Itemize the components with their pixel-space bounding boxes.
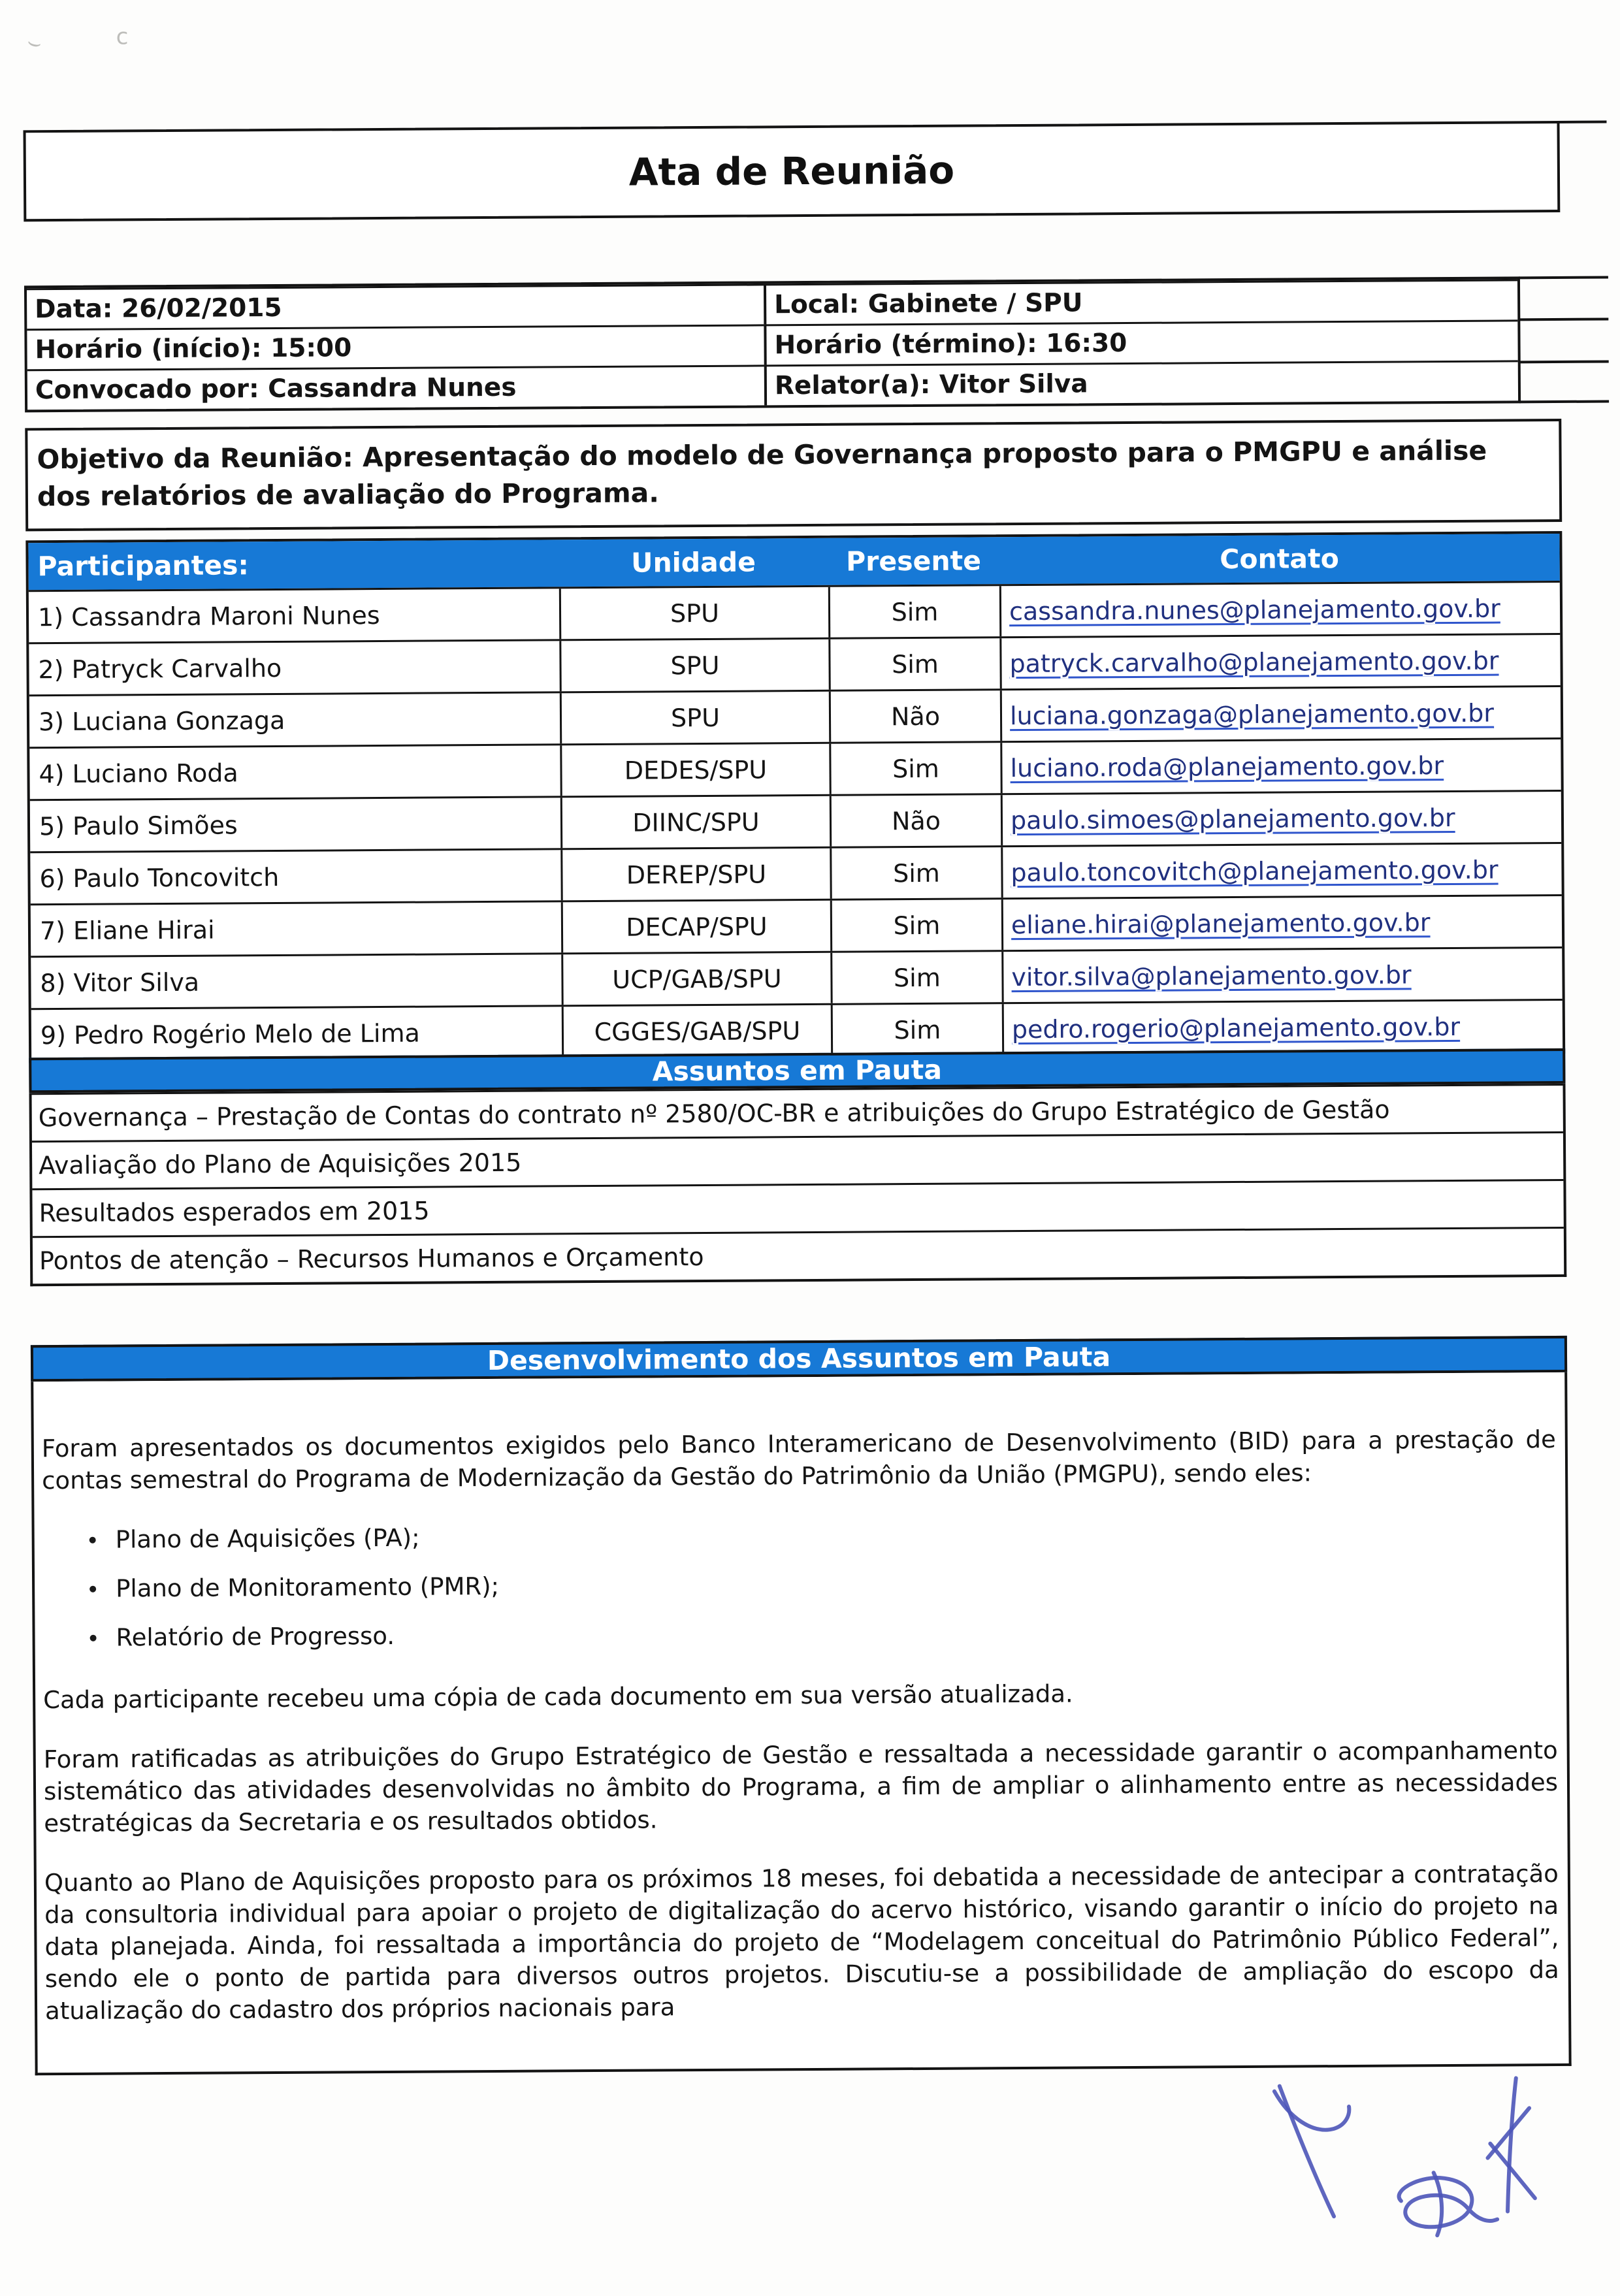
participant-present: Sim xyxy=(828,586,999,638)
participant-unit: SPU xyxy=(559,639,828,692)
participant-contact-cell xyxy=(1001,844,1561,897)
participant-name: 8) Vitor Silva xyxy=(40,967,200,997)
agenda-item: Pontos de atenção – Recursos Humanos e Orçamento xyxy=(33,1227,1564,1284)
col-header-unidade: Unidade xyxy=(631,546,756,579)
participant-unit: CGGES/GAB/SPU xyxy=(562,1005,831,1058)
agenda-item: Resultados esperados em 2015 xyxy=(32,1179,1563,1236)
scan-line-artifact xyxy=(1519,276,1608,280)
participant-row xyxy=(29,581,1560,642)
participant-row xyxy=(29,633,1560,694)
participants-table xyxy=(25,531,1565,1063)
development-paragraph: Cada participante recebeu uma cópia de cada documento em sua versão atualizada. xyxy=(43,1679,1073,1715)
participant-row xyxy=(30,790,1561,851)
participant-present: Sim xyxy=(830,847,1001,899)
participant-email-link: eliane.hirai@planejamento.gov.br xyxy=(1011,907,1431,939)
objective-text: Objetivo da Reunião: Apresentação do modelo de Governança proposto para o PMGPU e análise dos relatórios de avaliação do Programa. xyxy=(37,434,1487,513)
bullet-dot-icon xyxy=(90,1635,97,1641)
info-cell-right: Local: Gabinete / SPU xyxy=(764,279,1517,324)
development-paragraph: Foram ratificadas as atribuições do Grupo Estratégico de Gestão e ressaltada a necessidade garantir o acompanhamento sistemático das atividades desenvolvidas no âmbito do Programa, a fim de ampliar o alinhamento entre as necessidades estratégicas da Secretaria e os resultados obtidos. xyxy=(43,1736,1559,1838)
bullet-item xyxy=(89,1515,1557,1556)
development-title: Desenvolvimento dos Assuntos em Pauta xyxy=(487,1341,1111,1377)
participant-contact-cell xyxy=(1002,1001,1563,1054)
bullet-text: Plano de Aquisições (PA); xyxy=(115,1523,420,1554)
info-cell-left: Horário (início): 15:00 xyxy=(27,324,764,369)
participant-contact-cell xyxy=(999,635,1560,688)
info-cell-left: Convocado por: Cassandra Nunes xyxy=(27,364,764,410)
meeting-info-table xyxy=(24,276,1521,412)
col-header-contato: Contato xyxy=(1220,543,1339,575)
development-paragraph: Quanto ao Plano de Aquisições proposto para os próximos 18 meses, foi debatida a necessidade de antecipar a contratação da consultoria individual para apoiar o projeto de digitalização do acervo histórico, visando garantir o início do projeto na data planejada. Ainda, foi ressaltada a importância do projeto de “Modelagem conceitual do Patrimônio Público Federal”, sendo ele o ponto de partida para diversos outros projetos. Discutiu-se a possibilidade de ampliação do escopo da atualização do cadastro dos próprios nacionais para xyxy=(44,1860,1559,2026)
agenda-item: Avaliação do Plano de Aquisições 2015 xyxy=(32,1131,1563,1188)
participant-row xyxy=(30,842,1561,903)
participant-email-link: pedro.rogerio@planejamento.gov.br xyxy=(1011,1012,1461,1044)
participant-contact-cell xyxy=(1001,948,1562,1002)
bullet-dot-icon xyxy=(89,1537,96,1544)
participant-email-link: vitor.silva@planejamento.gov.br xyxy=(1011,960,1412,992)
bullet-text: Plano de Monitoramento (PMR); xyxy=(116,1572,500,1603)
development-intro: Foram apresentados os documentos exigidos pelo Banco Interamericano de Desenvolvimento (BID) para a prestação de contas semestral do Programa de Modernização da Gestão do Patrimônio da União (PMGPU), sendo eles: xyxy=(41,1425,1556,1495)
page-title: Ata de Reunião xyxy=(628,148,955,195)
participant-unit: SPU xyxy=(559,587,828,639)
development-body xyxy=(31,1372,1571,2075)
participant-unit: DEREP/SPU xyxy=(560,849,830,901)
agenda-items-table xyxy=(29,1084,1567,1286)
participant-unit: UCP/GAB/SPU xyxy=(561,953,830,1005)
participant-contact-cell xyxy=(1001,792,1561,845)
participant-email-link: luciano.roda@planejamento.gov.br xyxy=(1010,751,1444,783)
participant-unit: DECAP/SPU xyxy=(561,901,830,953)
document-bullet-list xyxy=(89,1515,1557,1654)
participant-row xyxy=(31,946,1562,1008)
participant-unit: DIINC/SPU xyxy=(560,796,830,849)
agenda-item: Governança – Prestação de Contas do contrato nº 2580/OC-BR e atribuições do Grupo Estratégico de Gestão xyxy=(32,1084,1563,1140)
participant-contact-cell xyxy=(1001,896,1562,950)
info-cell-right: Horário (término): 16:30 xyxy=(764,319,1517,364)
scan-line-artifact xyxy=(1519,400,1609,404)
meeting-objective xyxy=(25,419,1562,531)
participant-contact-cell xyxy=(1000,687,1561,741)
scan-smudge-artifact: ⌣ xyxy=(24,28,45,57)
participant-present: Não xyxy=(830,795,1001,847)
scan-line-artifact xyxy=(1519,318,1608,321)
col-header-participantes: Participantes: xyxy=(37,549,249,583)
participant-name: 3) Luciana Gonzaga xyxy=(38,705,285,736)
participant-email-link: paulo.simoes@planejamento.gov.br xyxy=(1010,803,1455,835)
participant-row xyxy=(29,685,1561,747)
participant-present: Sim xyxy=(831,1004,1002,1056)
participant-name: 5) Paulo Simões xyxy=(39,810,238,841)
col-header-presente: Presente xyxy=(845,545,982,577)
bullet-text: Relatório de Progresso. xyxy=(116,1621,395,1652)
participant-name: 7) Eliane Hirai xyxy=(39,915,215,945)
participant-present: Sim xyxy=(828,638,999,690)
participant-name: 6) Paulo Toncovitch xyxy=(39,862,280,893)
participant-row xyxy=(31,894,1562,956)
bullet-item xyxy=(89,1564,1557,1605)
participant-row xyxy=(29,737,1561,799)
info-cell-right: Relator(a): Vitor Silva xyxy=(764,360,1518,405)
participant-email-link: cassandra.nunes@planejamento.gov.br xyxy=(1009,594,1500,626)
agenda-title: Assuntos em Pauta xyxy=(652,1054,943,1088)
title-box xyxy=(24,121,1561,221)
bullet-dot-icon xyxy=(89,1586,96,1593)
participant-name: 1) Cassandra Maroni Nunes xyxy=(37,600,380,632)
participant-unit: SPU xyxy=(560,692,829,744)
scan-smudge-artifact: c xyxy=(116,24,129,50)
participants-body xyxy=(29,581,1563,1060)
participant-present: Sim xyxy=(830,899,1001,951)
bullet-item xyxy=(89,1613,1557,1654)
handwritten-signature-ink xyxy=(1234,2060,1555,2277)
participant-name: 4) Luciano Roda xyxy=(39,758,238,788)
participant-email-link: patryck.carvalho@planejamento.gov.br xyxy=(1009,646,1499,678)
participant-email-link: luciana.gonzaga@planejamento.gov.br xyxy=(1009,698,1495,730)
participant-present: Sim xyxy=(829,743,1000,794)
participant-present: Não xyxy=(829,690,1000,742)
participant-present: Sim xyxy=(830,952,1001,1003)
participant-name: 9) Pedro Rogério Melo de Lima xyxy=(40,1018,420,1050)
participant-contact-cell xyxy=(999,583,1560,636)
info-cell-left: Data: 26/02/2015 xyxy=(27,283,764,329)
participant-email-link: paulo.toncovitch@planejamento.gov.br xyxy=(1011,855,1498,887)
participant-contact-cell xyxy=(1000,739,1561,793)
participant-unit: DEDES/SPU xyxy=(560,744,829,796)
info-row xyxy=(27,360,1518,410)
scan-line-artifact xyxy=(1519,361,1609,364)
participant-name: 2) Patryck Carvalho xyxy=(38,653,282,684)
